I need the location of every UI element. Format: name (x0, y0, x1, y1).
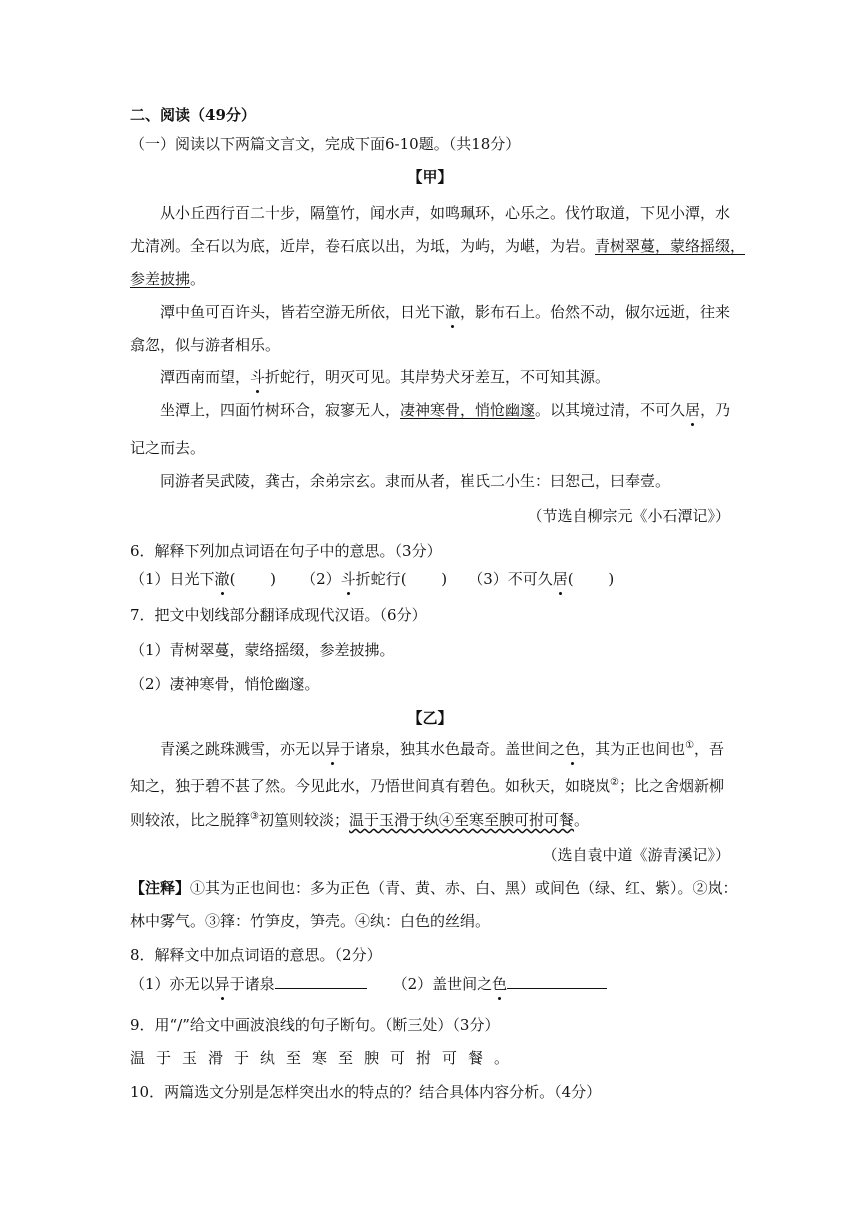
wavy-underlined-sentence: 温于玉滑于纨④至寒至腴可拊可餐 (349, 811, 575, 829)
text: ，吾 (694, 740, 725, 758)
footnote-marker: ① (685, 740, 695, 751)
jia-p4-line1 (160, 400, 730, 420)
answer-blank[interactable] (275, 974, 367, 989)
jia-p1-line3 (130, 269, 730, 289)
q7-stem: 7．把文中划线部分翻译成现代汉语。（6分） (130, 606, 427, 624)
text: （1）亦无以 (130, 975, 215, 993)
text: （3）不可久 (468, 570, 553, 588)
text: 。以其境过清，不可久 (535, 401, 686, 419)
text: 潭中鱼可百许头，皆若空游无所依，日光下 (160, 303, 446, 321)
dotted-word: 澈 (445, 303, 461, 321)
q9-stem: 9．用“/”给文中画波浪线的句子断句。（断三处）（3分） (130, 1016, 500, 1034)
answer-blank[interactable] (507, 974, 607, 989)
q7-item-1: （1）青树翠蔓，蒙络摇缀，参差披拂。 (130, 641, 395, 659)
text: 尤清冽。全石以为底，近岸，卷石底以出，为坻，为屿，为嵁，为岩。 (130, 237, 596, 255)
jia-p1-line2 (130, 236, 746, 256)
underlined-sentence-2: 凄神寒骨，悄怆幽邃 (400, 401, 536, 419)
underlined-sentence-1-end: 参差披拂 (130, 270, 191, 288)
q8-item-2 (393, 975, 608, 993)
dotted-word: 居 (552, 570, 568, 588)
text: （1）日光下 (130, 570, 215, 588)
q10-stem: 10．两篇选文分别是怎样突出水的特点的？结合具体内容分析。（4分） (130, 1083, 602, 1101)
text: 折蛇行，明灭可见。其岸势犬牙差互，不可知其源。 (265, 368, 611, 386)
dotted-word: 居 (685, 401, 701, 419)
dotted-word: 斗 (340, 570, 356, 588)
text: 于诸泉 (229, 975, 275, 993)
answer-paren[interactable]: ( ) (229, 570, 277, 588)
text: ；比之舍烟新柳 (618, 777, 724, 795)
dotted-word: 色 (565, 740, 581, 758)
q6-item-1 (130, 570, 292, 588)
text: 初篁则较淡； (258, 811, 349, 829)
text: 则较浓，比之脱箨 (130, 811, 251, 829)
dotted-word: 异 (325, 740, 341, 758)
text: 于诸泉，独其水色最奇。盖世间之 (340, 740, 566, 758)
dotted-word: 斗 (250, 368, 266, 386)
q6-item-2 (301, 570, 459, 588)
jia-p4-line2: 记之而去。 (130, 439, 206, 457)
text: 青溪之跳珠溅雪，亦无以 (160, 740, 326, 758)
text: ，影布石上。佁然不动，俶尔远逝，往来 (460, 303, 731, 321)
q7-item-2: （2）凄神寒骨，悄怆幽邃。 (130, 675, 320, 693)
q6-items (130, 569, 730, 589)
yi-heading: 【乙】 (407, 709, 453, 727)
text: ①其为正也间也：多为正色（青、黄、赤、白、黑）或间色（绿、红、紫）。②岚： (190, 879, 738, 897)
text: 。 (190, 270, 206, 288)
text: ，其为正也间也 (580, 740, 686, 758)
yi-p1-line2 (130, 776, 730, 796)
jia-p1-line1: 从小丘西行百二十步，隔篁竹，闻水声，如鸣珮环，心乐之。伐竹取道，下见小潭，水 (160, 204, 731, 222)
footnote-marker: ② (610, 777, 619, 788)
jia-p2-line2: 翕忽，似与游者相乐。 (130, 336, 281, 354)
text: 坐潭上，四面竹树环合，寂寥无人， (160, 401, 401, 419)
q8-items (130, 974, 730, 994)
text: （2）盖世间之 (392, 975, 493, 993)
section-intro: （一）阅读以下两篇文言文，完成下面6-10题。（共18分） (130, 135, 521, 153)
q8-item-1 (130, 975, 367, 993)
q6-item-3 (468, 570, 630, 588)
jia-p5: 同游者吴武陵，龚古，余弟宗玄。隶而从者，崔氏二小生：曰恕己，曰奉壹。 (160, 472, 671, 490)
q8-stem: 8．解释文中加点词语的意思。（2分） (130, 946, 382, 964)
q6-stem: 6．解释下列加点词语在句子中的意思。（3分） (130, 542, 442, 560)
text: ，乃 (700, 401, 731, 419)
underlined-sentence-1: 青树翠蔓，蒙络摇缀， (595, 237, 746, 255)
note-label: 【注释】 (130, 879, 191, 897)
yi-source: （选自袁中道《游青溪记》） (542, 846, 730, 864)
text: （2） (301, 570, 341, 588)
yi-p1-line3 (130, 810, 730, 830)
dotted-word: 澈 (214, 570, 230, 588)
footnote-marker: ③ (250, 811, 259, 822)
section-title: 二、阅读（49分） (130, 106, 256, 124)
jia-source: （节选自柳宗元《小石潭记》） (527, 507, 730, 525)
jia-heading: 【甲】 (407, 168, 453, 186)
answer-paren[interactable]: ( ) (400, 570, 448, 588)
text: 知之，独于碧不甚了然。今见此水，乃悟世间真有碧色。如秋天，如晓岚 (130, 777, 611, 795)
text: 。 (574, 811, 590, 829)
dotted-word: 异 (214, 975, 230, 993)
jia-p3 (160, 367, 730, 387)
text: 潭西南而望， (160, 368, 251, 386)
jia-p2-line1 (160, 302, 730, 322)
q9-sentence[interactable]: 温于玉滑于纨至寒至腴可拊可餐。 (130, 1049, 521, 1067)
yi-p1-line1 (160, 739, 730, 759)
dotted-word: 色 (492, 975, 508, 993)
yi-note-line1 (130, 878, 738, 898)
answer-paren[interactable]: ( ) (567, 570, 615, 588)
text: 折蛇行 (355, 570, 401, 588)
yi-note-line2: 林中雾气。③箨：竹笋皮，笋壳。④纨：白色的丝绢。 (130, 912, 491, 930)
